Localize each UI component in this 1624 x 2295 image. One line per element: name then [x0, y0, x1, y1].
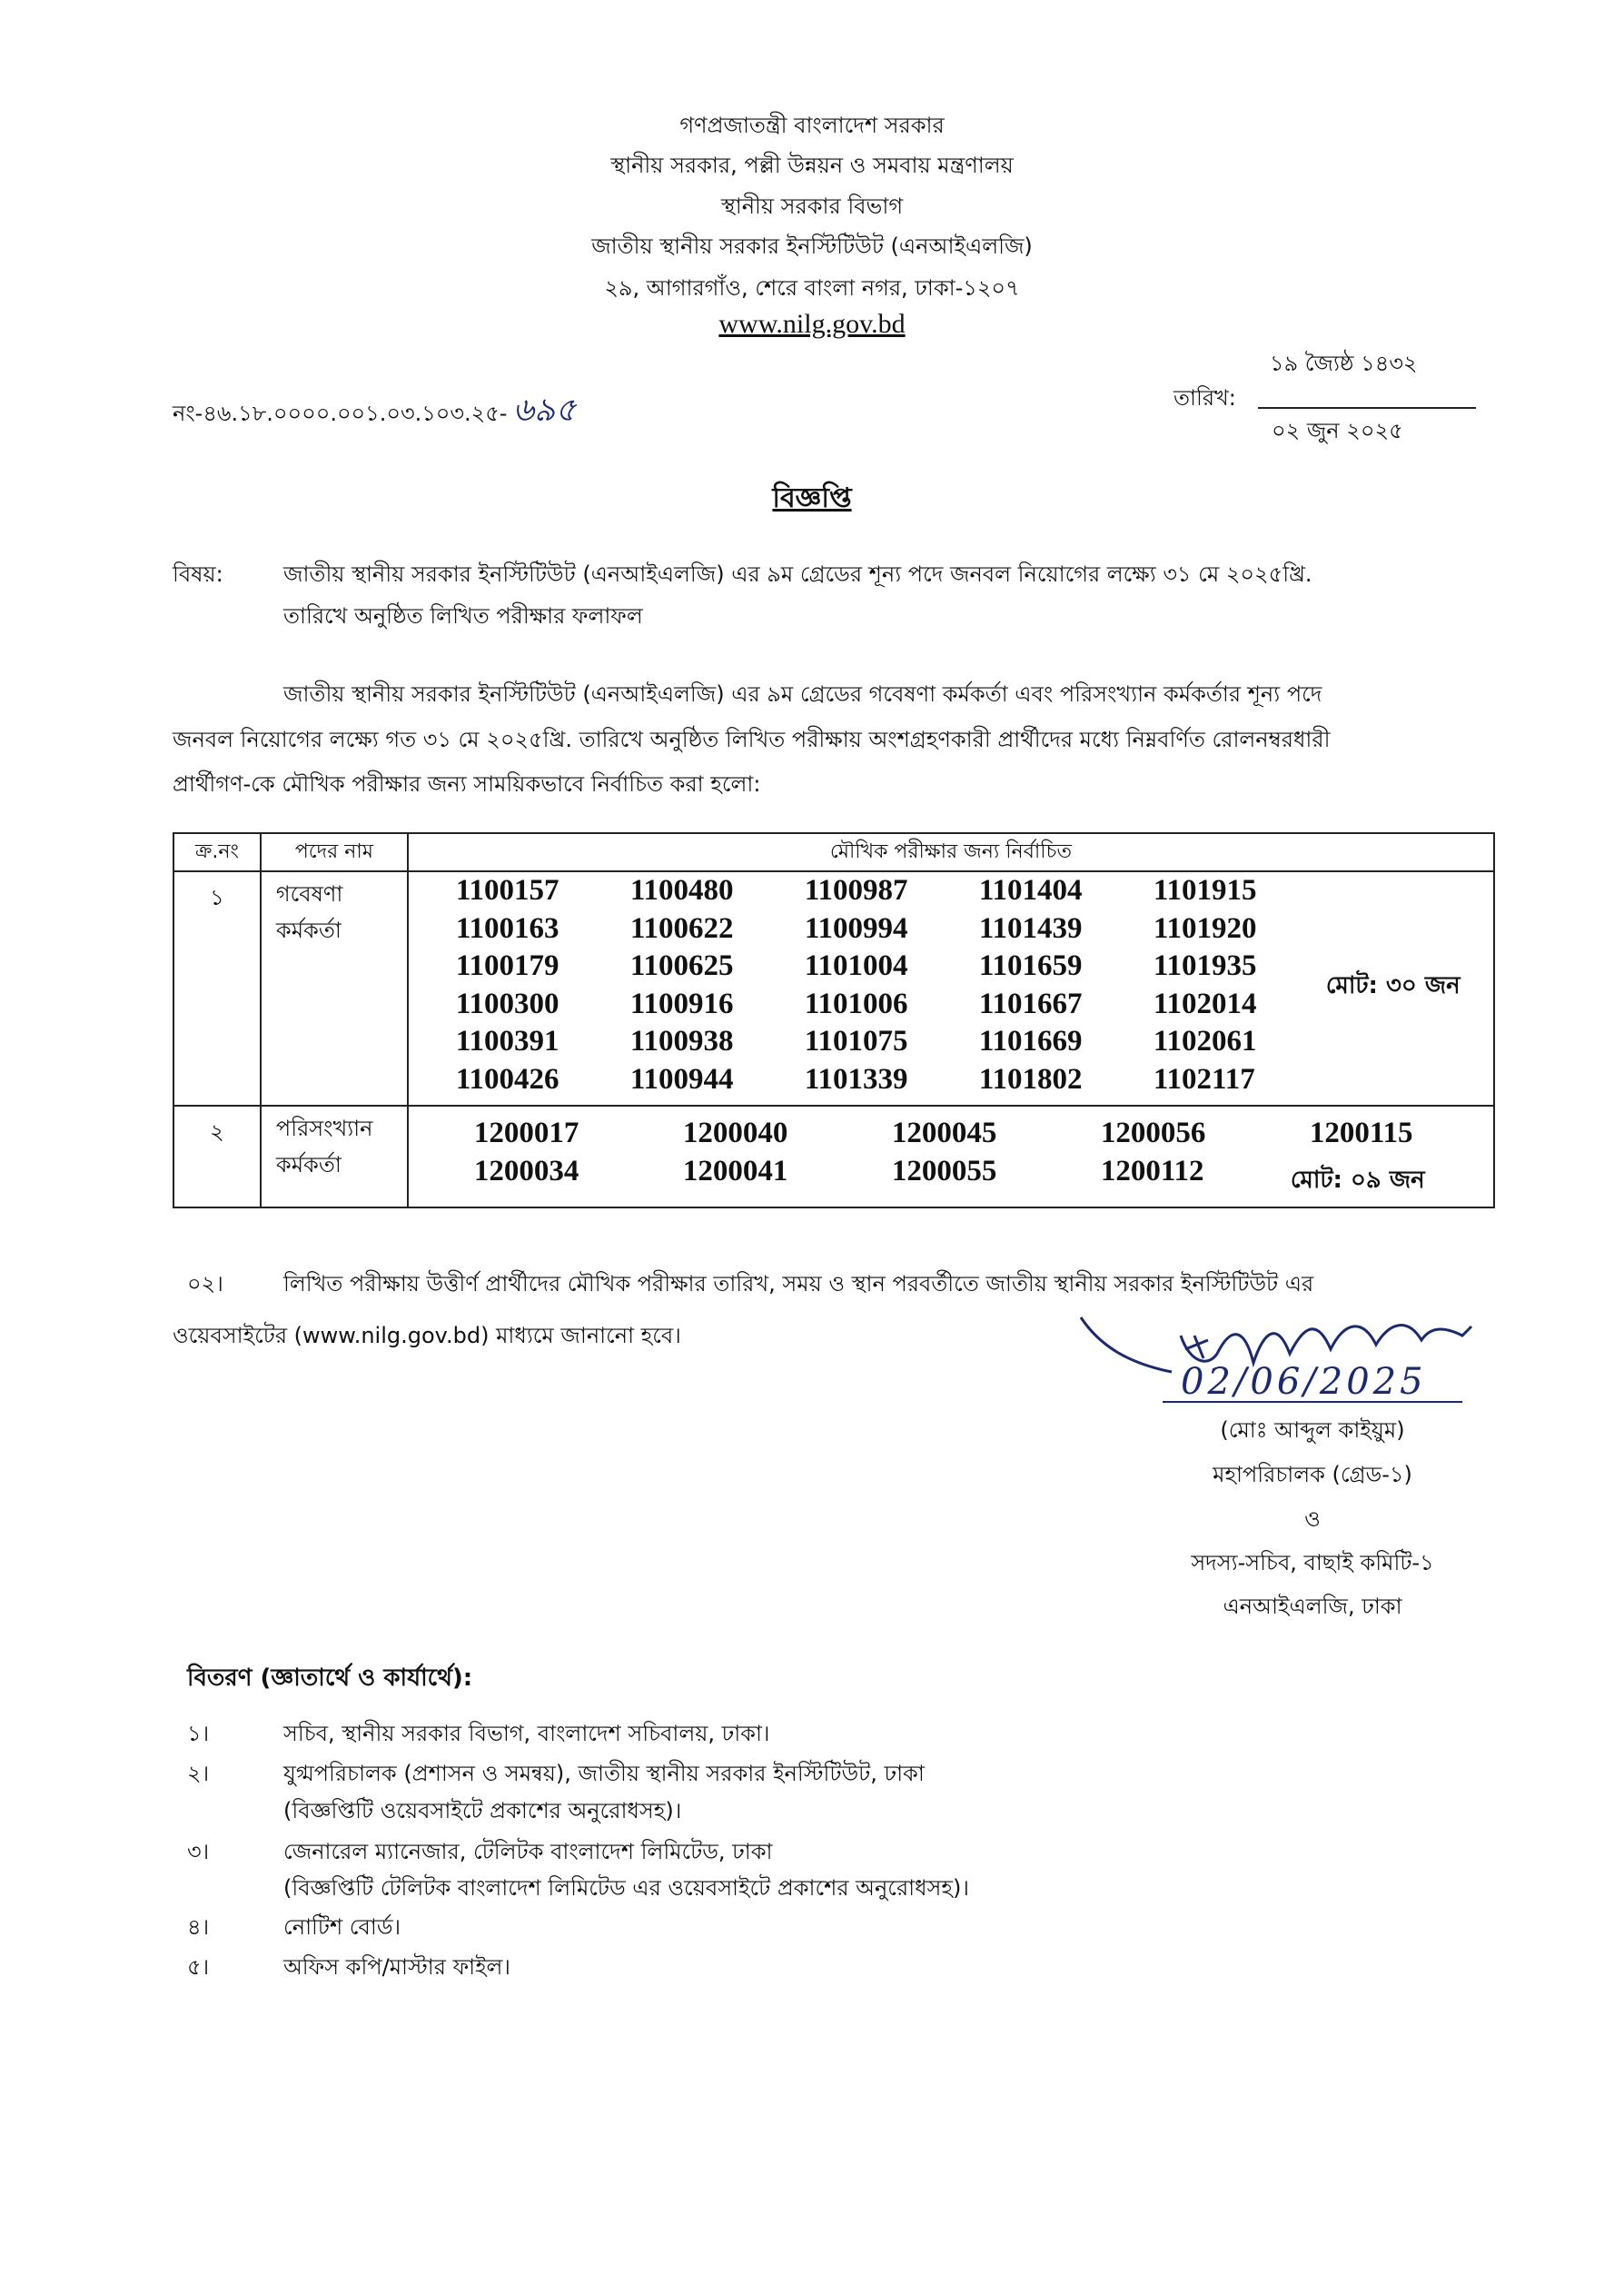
roll-number: 1100625 — [629, 949, 734, 982]
roll-number: 1101915 — [1153, 874, 1257, 907]
roll-number: 1101006 — [804, 987, 908, 1020]
roll-number: 1100938 — [629, 1025, 734, 1058]
roll-number: 1200115 — [1309, 1117, 1413, 1149]
note-line-1: লিখিত পরীক্ষায় উত্তীর্ণ প্রার্থীদের মৌখিক পরীক্ষার তারিখ, সময় ও স্থান পরবর্তীতে জাতীয় স্থানীয় সরকার ইনস্টিটিউট এর — [283, 1271, 1314, 1297]
row-2-post — [261, 1106, 408, 1207]
signatory-name: (মোঃ আব্দুল কাইয়ুম) — [1220, 1417, 1405, 1443]
roll-number: 1102014 — [1153, 987, 1257, 1020]
roll-number: 1100622 — [629, 911, 734, 945]
roll-number: 1100300 — [455, 987, 559, 1020]
body-line-1: জাতীয় স্থানীয় সরকার ইনস্টিটিউট (এনআইএলজি) এর ৯ম গ্রেডের গবেষণা কর্মকর্তা এবং পরিসংখ্যান কর্মকর্তার শূন্য পদে — [283, 681, 1322, 707]
roll-number: 1100157 — [455, 874, 559, 907]
roll-number: 1101404 — [978, 874, 1083, 907]
roll-number: 1101075 — [804, 1025, 908, 1058]
row-1-roll-grid — [456, 872, 1328, 1098]
roll-number: 1100944 — [629, 1062, 734, 1096]
row-2-total: মোট: ০৯ জন — [1290, 1167, 1425, 1194]
subject-line-2: তারিখে অনুষ্ঠিত লিখিত পরীক্ষার ফলাফল — [283, 603, 643, 629]
roll-number: 1101439 — [978, 911, 1083, 945]
row-1-post — [261, 871, 408, 1106]
roll-number: 1101659 — [978, 949, 1083, 982]
row-1-post-line-2: কর্মকর্তা — [275, 918, 342, 943]
row-1-serial: ১ — [173, 871, 261, 1106]
body-line-3: প্রার্থীগণ-কে মৌখিক পরীক্ষার জন্য সাময়িকভাবে নির্বাচিত করা হলো: — [173, 771, 761, 797]
handwritten-date: 02/06/2025 — [1181, 1361, 1427, 1403]
govt-name: গণপ্রজাতন্ত্রী বাংলাদেশ সরকার — [679, 113, 945, 138]
roll-number: 1100480 — [629, 874, 734, 907]
roll-number: 1100163 — [455, 911, 559, 945]
roll-number: 1200034 — [473, 1155, 579, 1187]
row-1-post-line-1: গবেষণা — [275, 881, 343, 907]
roll-number: 1101004 — [804, 949, 908, 982]
distribution-item-3-number: ৩। — [187, 1839, 210, 1864]
division-name: স্থানীয় সরকার বিভাগ — [720, 194, 904, 219]
row-2-rolls-cell — [408, 1106, 1494, 1207]
roll-number: 1200017 — [473, 1117, 579, 1149]
roll-number: 1100994 — [804, 911, 908, 945]
header-selected: মৌখিক পরীক্ষার জন্য নির্বাচিত — [408, 833, 1494, 871]
distribution-item-5-number: ৫। — [187, 1954, 210, 1980]
distribution-item-5: অফিস কপি/মাস্টার ফাইল। — [283, 1954, 511, 1980]
roll-number: 1100426 — [455, 1062, 559, 1096]
roll-number: 1200041 — [682, 1155, 788, 1187]
roll-number: 1200112 — [1100, 1155, 1204, 1187]
roll-number: 1101802 — [978, 1062, 1083, 1096]
roll-number: 1101339 — [804, 1062, 908, 1096]
institute-address: ২৯, আগারগাঁও, শেরে বাংলা নগর, ঢাকা-১২০৭ — [604, 275, 1020, 301]
note-line-2: ওয়েবসাইটের (www.nilg.gov.bd) মাধ্যমে জানানো হবে। — [173, 1323, 681, 1348]
note-number: ০২। — [187, 1271, 223, 1297]
roll-number: 1100391 — [455, 1025, 559, 1058]
roll-number: 1200040 — [682, 1117, 788, 1149]
table-row — [173, 1106, 1494, 1207]
row-1-rolls-cell — [408, 871, 1494, 1106]
signatory-office: এনআইএলজি, ঢাকা — [1223, 1594, 1402, 1619]
subject-label: বিষয়: — [173, 561, 223, 587]
distribution-item-1: সচিব, স্থানীয় সরকার বিভাগ, বাংলাদেশ সচিবালয়, ঢাকা। — [283, 1721, 770, 1746]
subject-line-1: জাতীয় স্থানীয় সরকার ইনস্টিটিউট (এনআইএলজি) এর ৯ম গ্রেডের শূন্য পদে জনবল নিয়োগের লক্ষ্যে ৩১ মে ২০২৫খ্রি. — [283, 561, 1312, 587]
row-1-total: মোট: ৩০ জন — [1325, 972, 1461, 999]
row-2-serial: ২ — [173, 1106, 261, 1207]
body-line-2: জনবল নিয়োগের লক্ষ্যে গত ৩১ মে ২০২৫খ্রি. তারিখে অনুষ্ঠিত লিখিত পরীক্ষায় অংশগ্রহণকারী প্রার্থীদের মধ্যে নিম্নবর্ণিত রোলনম্বরধারী — [173, 727, 1331, 752]
roll-number: 1100179 — [455, 949, 559, 982]
selected-candidates-table — [173, 832, 1495, 1208]
date-bangla: ১৯ জ্যৈষ্ঠ ১৪৩২ — [1270, 351, 1418, 376]
institute-name: জাতীয় স্থানীয় সরকার ইনস্টিটিউট (এনআইএলজি) — [591, 233, 1033, 259]
roll-number: 1101669 — [978, 1025, 1083, 1058]
website-link-text[interactable]: www.nilg.gov.bd — [718, 309, 906, 339]
roll-number: 1100916 — [629, 987, 734, 1020]
notice-title-text: বিজ্ঞপ্তি — [772, 482, 852, 514]
signature-underline — [1163, 1401, 1462, 1403]
distribution-item-4-number: ৪। — [187, 1914, 210, 1940]
distribution-item-3-note: (বিজ্ঞপ্তিটি টেলিটক বাংলাদেশ লিমিটেড এর ওয়েবসাইটে প্রকাশের অনুরোধসহ)। — [283, 1875, 969, 1901]
roll-number: 1200056 — [1100, 1117, 1206, 1149]
distribution-item-2-number: ২। — [187, 1761, 210, 1786]
distribution-item-1-number: ১। — [187, 1721, 210, 1746]
memo-number-text: নং-৪৬.১৮.০০০০.০০১.০৩.১০৩.২৫- — [173, 401, 508, 426]
distribution-item-2: যুগ্মপরিচালক (প্রশাসন ও সমন্বয়), জাতীয় স্থানীয় সরকার ইনস্টিটিউট, ঢাকা — [283, 1761, 925, 1786]
signatory-designation-1: মহাপরিচালক (গ্রেড-১) — [1213, 1462, 1412, 1487]
roll-number: 1200045 — [891, 1117, 997, 1149]
memo-number — [173, 385, 577, 440]
signatory-designation-2: সদস্য-সচিব, বাছাই কমিটি-১ — [1191, 1550, 1434, 1575]
website-link[interactable] — [0, 309, 1624, 340]
distribution-item-3: জেনারেল ম্যানেজার, টেলিটক বাংলাদেশ লিমিটেড, ঢাকা — [283, 1839, 773, 1864]
date-english: ০২ জুন ২০২৫ — [1272, 418, 1403, 443]
memo-number-handwritten: ৬৯৫ — [512, 392, 577, 429]
ministry-name: স্থানীয় সরকার, পল্লী উন্নয়ন ও সমবায় মন্ত্রণালয় — [610, 153, 1014, 178]
roll-number: 1101667 — [978, 987, 1083, 1020]
distribution-item-2-note: (বিজ্ঞপ্তিটি ওয়েবসাইটে প্রকাশের অনুরোধসহ)। — [283, 1798, 682, 1823]
row-2-post-line-2: কর্মকর্তা — [275, 1152, 342, 1177]
header-serial: ক্র.নং — [173, 833, 261, 871]
signatory-conjunction: ও — [1304, 1506, 1321, 1532]
roll-number: 1100987 — [804, 874, 908, 907]
date-label: তারিখ: — [1173, 385, 1236, 411]
header-post: পদের নাম — [261, 833, 408, 871]
table-header-row — [173, 833, 1494, 871]
roll-number: 1102061 — [1153, 1025, 1257, 1058]
date-divider — [1258, 407, 1476, 409]
distribution-heading: বিতরণ (জ্ঞাতার্থে ও কার্যার্থে): — [187, 1664, 473, 1692]
table-row — [173, 871, 1494, 1106]
roll-number: 1200055 — [891, 1155, 997, 1187]
roll-number: 1101935 — [1153, 949, 1257, 982]
row-2-post-line-1: পরিসংখ্যান — [275, 1116, 373, 1141]
roll-number: 1102117 — [1153, 1062, 1255, 1096]
distribution-item-4: নোটিশ বোর্ড। — [283, 1914, 401, 1940]
roll-number: 1101920 — [1153, 911, 1257, 945]
notice-title — [0, 476, 1624, 522]
